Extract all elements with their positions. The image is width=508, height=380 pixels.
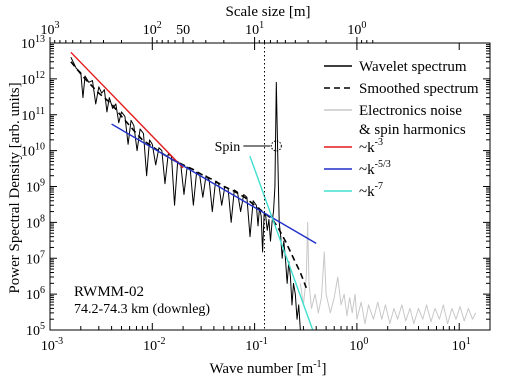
series-line-5 [250, 156, 313, 330]
y-tick-label: $10^{12}$ [21, 69, 45, 88]
series-line-1 [71, 62, 306, 288]
legend-label: $\sim k^{-3}$ [359, 137, 383, 156]
panel-label-line-2: 74.2-74.3 km (downleg) [74, 302, 211, 317]
y-tick-label: $10^{13}$ [21, 34, 45, 52]
y-tick-label: $10^6$ [26, 285, 45, 304]
spin-annotation [215, 140, 282, 155]
x-tick-label: $10^{-3}$ [40, 336, 64, 354]
y-tick-label: $10^{11}$ [21, 105, 45, 124]
y-tick-label: $10^{10}$ [21, 141, 45, 160]
legend-label: $\sim k^{-7}$ [359, 181, 383, 200]
y-tick-label: $10^5$ [26, 321, 45, 339]
top-tick-label: $10^3$ [40, 20, 60, 38]
spin-circle [271, 141, 281, 151]
top-tick-label: $10^1$ [245, 20, 265, 38]
spin-label: Spin [214, 139, 241, 155]
y-axis-title: Power Spectral Density [arb. units] [7, 82, 23, 294]
legend-label: Electronics noise & spin harmonics [359, 103, 466, 138]
series-line-3 [71, 52, 183, 168]
x-tick-label: $10^1$ [451, 336, 471, 354]
x-axis-title: Wave number $[m^{-1}]$ [209, 359, 327, 377]
top-tick-label: 50 [176, 23, 191, 38]
legend-label: Smoothed spectrum [359, 81, 479, 97]
y-tick-label: $10^9$ [26, 177, 45, 196]
x-tick-label: $10^0$ [349, 336, 369, 354]
top-tick-label: $10^2$ [142, 20, 162, 38]
legend [324, 59, 479, 200]
top-tick-label: $10^0$ [347, 20, 367, 38]
legend-label: $\sim k^{-5/3}$ [359, 159, 391, 178]
noise-series [300, 222, 475, 323]
smoothed-series [71, 62, 306, 288]
legend-label: Wavelet spectrum [359, 59, 467, 75]
top-axis [41, 20, 373, 43]
y-tick-label: $10^7$ [26, 249, 45, 268]
panel-label-line-1: RWMM-02 [74, 284, 145, 300]
series-line-2 [300, 222, 475, 323]
y-tick-label: $10^8$ [26, 213, 45, 232]
x-tick-label: $10^{-2}$ [143, 336, 166, 354]
x-tick-label: $10^{-1}$ [245, 336, 268, 354]
top-axis-title: Scale size [m] [225, 4, 311, 20]
